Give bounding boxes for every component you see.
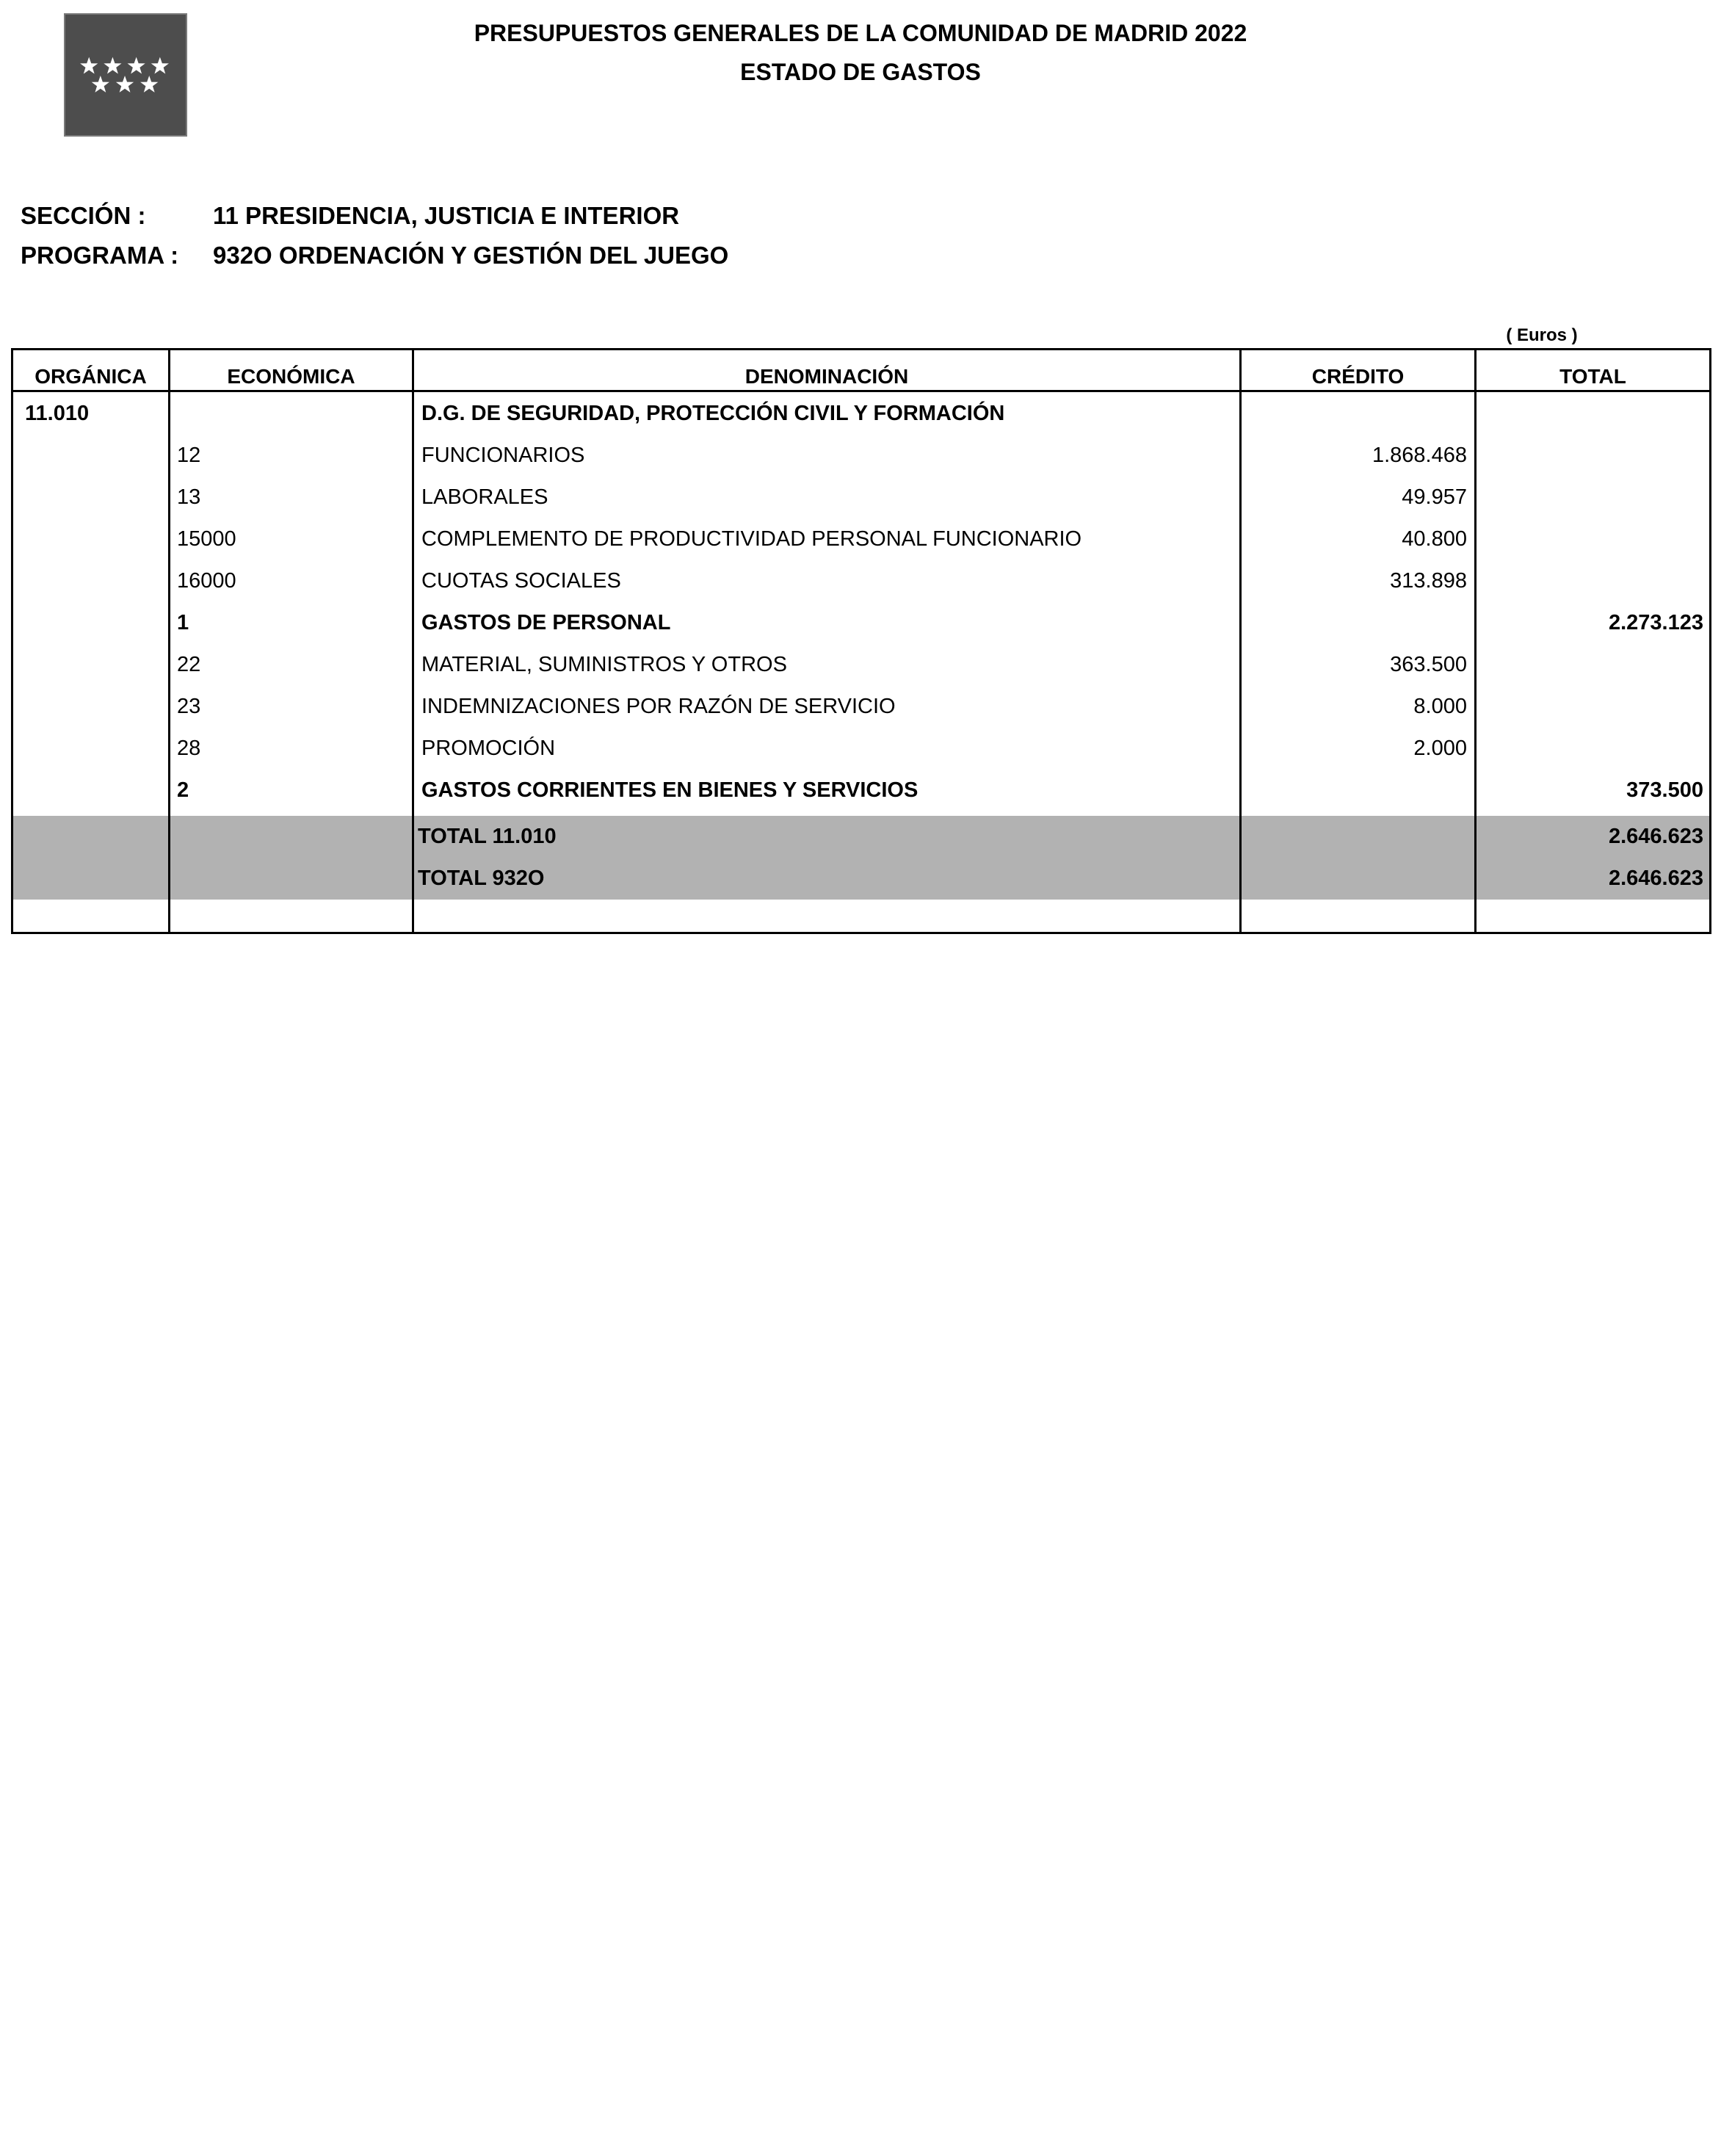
column-header-denominacion: DENOMINACIÓN — [744, 365, 909, 388]
cell-denominacion: COMPLEMENTO DE PRODUCTIVIDAD PERSONAL FUNCIONARIO — [421, 527, 1082, 551]
cell-credito: 49.957 — [1402, 485, 1467, 509]
column-header-total: TOTAL — [1559, 365, 1626, 388]
cell-credito: 8.000 — [1413, 695, 1467, 718]
cell-denominacion: FUNCIONARIOS — [421, 444, 585, 467]
cell-denominacion: MATERIAL, SUMINISTROS Y OTROS — [421, 653, 787, 676]
header-divider — [13, 390, 1709, 392]
cell-denominacion: GASTOS CORRIENTES EN BIENES Y SERVICIOS — [421, 778, 919, 802]
table-row — [13, 644, 1709, 686]
cell-organica: 11.010 — [25, 402, 90, 425]
table-row — [13, 686, 1709, 728]
cell-denominacion: PROMOCIÓN — [421, 737, 556, 760]
cell-economica: 15000 — [177, 527, 236, 551]
table-row — [13, 728, 1709, 770]
column-header-credito: CRÉDITO — [1311, 365, 1405, 388]
programa-label: PROGRAMA : — [21, 242, 179, 269]
column-header-economica: ECONÓMICA — [227, 365, 355, 388]
cell-credito: 2.000 — [1413, 737, 1467, 760]
table-row — [13, 477, 1709, 518]
table-row — [13, 602, 1709, 644]
cell-denominacion: D.G. DE SEGURIDAD, PROTECCIÓN CIVIL Y FORMACIÓN — [421, 402, 1005, 425]
cell-credito: 40.800 — [1402, 527, 1467, 551]
cell-denominacion: CUOTAS SOCIALES — [421, 569, 621, 593]
table-row — [13, 518, 1709, 560]
currency-units: ( Euros ) — [1506, 325, 1578, 345]
cell-credito: 313.898 — [1390, 569, 1467, 593]
total-value: 2.646.623 — [1608, 825, 1703, 848]
cell-economica: 12 — [177, 444, 201, 467]
table-row — [13, 560, 1709, 602]
table-row — [13, 770, 1709, 811]
cell-credito: 1.868.468 — [1372, 444, 1467, 467]
cell-denominacion: INDEMNIZACIONES POR RAZÓN DE SERVICIO — [421, 695, 896, 718]
seccion-value: 11 PRESIDENCIA, JUSTICIA E INTERIOR — [213, 202, 680, 229]
column-header-organica: ORGÁNICA — [35, 365, 147, 388]
total-label: TOTAL 932O — [418, 867, 545, 890]
cell-total: 373.500 — [1626, 778, 1703, 802]
seccion-label: SECCIÓN : — [21, 202, 146, 229]
total-row-organica — [13, 816, 1709, 858]
document-title: PRESUPUESTOS GENERALES DE LA COMUNIDAD DE MADRID 2022 — [474, 20, 1247, 46]
cell-denominacion: LABORALES — [421, 485, 548, 509]
total-value: 2.646.623 — [1608, 867, 1703, 890]
cell-economica: 13 — [177, 485, 201, 509]
cell-total: 2.273.123 — [1608, 611, 1703, 634]
table-row — [13, 435, 1709, 477]
cell-credito: 363.500 — [1390, 653, 1467, 676]
document-subtitle: ESTADO DE GASTOS — [740, 59, 981, 85]
programa-value: 932O ORDENACIÓN Y GESTIÓN DEL JUEGO — [213, 242, 729, 269]
table-row — [13, 393, 1709, 435]
cell-economica: 23 — [177, 695, 201, 718]
total-label: TOTAL 11.010 — [418, 825, 557, 848]
cell-economica: 2 — [177, 778, 189, 802]
cell-economica: 16000 — [177, 569, 236, 593]
total-row-programa — [13, 858, 1709, 900]
cell-economica: 22 — [177, 653, 201, 676]
cell-economica: 1 — [177, 611, 189, 634]
cell-economica: 28 — [177, 737, 201, 760]
cell-denominacion: GASTOS DE PERSONAL — [421, 611, 671, 634]
budget-table — [11, 348, 1711, 934]
